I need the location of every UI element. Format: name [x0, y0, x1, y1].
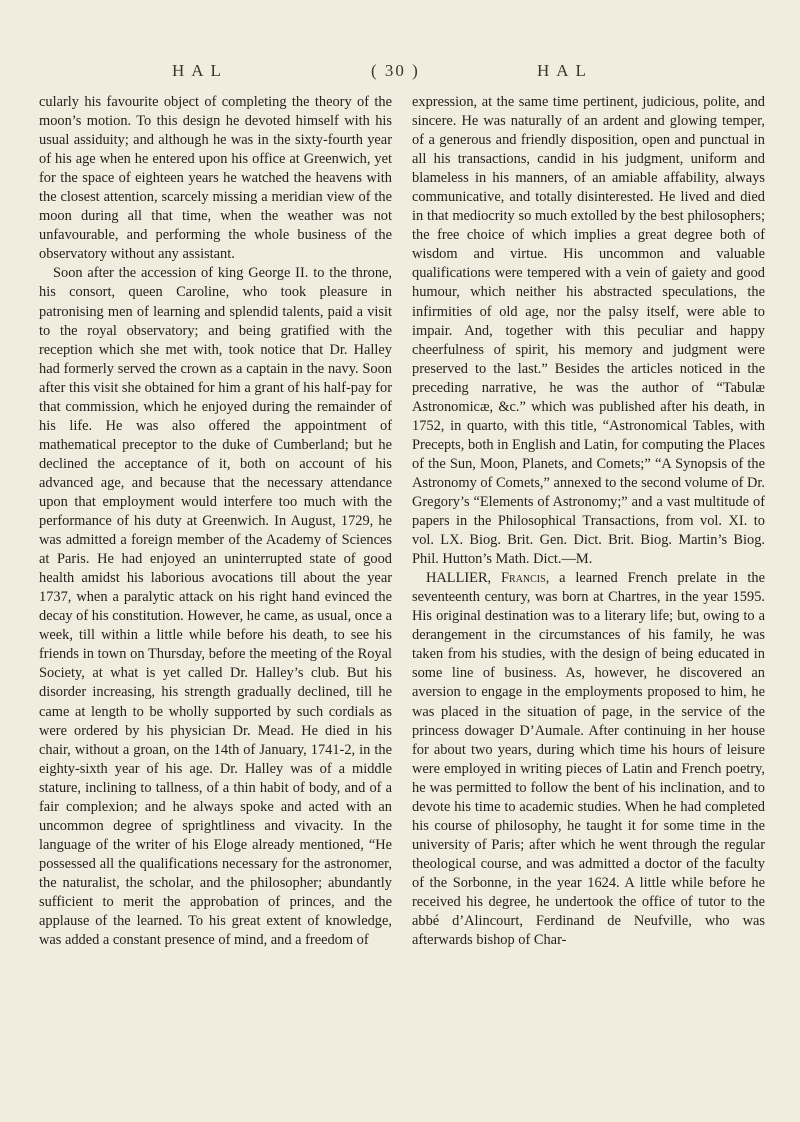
- page-number: ( 30 ): [371, 61, 420, 80]
- running-head: [0, 61, 800, 85]
- entry-text: a learned French prelate in the seventeenth century, was born at Chartres, in the year 1595. His original destination was to a literary life; but, owing to a derangement in the circumstances of his family, he was taken from his studies, with the design of being educated in some line of business. As, however, he discovered an aversion to engage in the employments proposed to him, he was placed in the situation of page, in the service of the princess dowager D’Aumale. After continuing in her house for about two years, during which time his hours of leisure were employed in writing pieces of Latin and French poetry, he was permitted to follow the bent of his inclination, and to devote his time to academic studies. When he had completed his course of philosophy, he taught it for some time in the university of Paris; after which he went through the regular theological course, and was admitted a doctor of the faculty of the Sorbonne, in the year 1624. A little while before he received his degree, he undertook the office of tutor to the abbé d’Alincourt, Ferdinand de Neufville, who was afterwards bishop of Char-: [412, 570, 765, 949]
- running-head-left: HAL: [172, 61, 228, 80]
- entry-forename: Francis,: [501, 570, 550, 587]
- left-column: [39, 93, 392, 950]
- right-column: [412, 93, 765, 950]
- running-head-right: HAL: [537, 61, 593, 80]
- body-paragraph: Soon after the accession of king George II. to the throne, his consort, queen Caroline, who took pleasure in patronising men of learning and splendid talents, paid a visit to the royal observatory; and being gratified with the reception which she met with, took notice that Dr. Halley had formerly served the crown as a captain in the navy. Soon after this visit she obtained for him a grant of his half-pay for that commission, which he enjoyed during the remainder of his life. He was also offered the appointment of mathematical preceptor to the duke of Cumberland; but he declined the acceptance of it, both on account of his advanced age, and because that the necessary attendance upon that employment would interfere too much with the performance of his duty at Greenwich. In August, 1729, he was admitted a foreign member of the Academy of Sciences at Paris. He had enjoyed an uninterrupted state of good health amidst his laborious avocations till about the year 1737, when a paralytic attack on his right hand evinced the decay of his constitution. However, he came, as usual, once a week, till within a little while before his death, to see his friends in town on Thursday, before the meeting of the Royal Society, at what is yet called Dr. Halley’s club. But his disorder increasing, his strength gradually declined, till he came at length to be wholly supported by such cordials as were ordered by his physician Dr. Mead. He died in his chair, without a groan, on the 14th of January, 1741-2, in the eighty-sixth year of his age. Dr. Halley was of a middle stature, inclining to tallness, of a thin habit of body, and of a fair complexion; and he always spoke and acted with an uncommon degree of sprightliness and vivacity. In the language of the writer of his Eloge already mentioned, “He possessed all the qualifications necessary for the astronomer, the naturalist, the scholar, and the philosopher; abundantly sufficient to merit the approbation of princes, and the applause of the learned. To his great extent of knowledge, was added a constant presence of mind, and a freedom of: [39, 265, 392, 949]
- entry-paragraph: [412, 569, 765, 950]
- continuation-paragraph: expression, at the same time pertinent, judicious, polite, and sincere. He was naturally of an ardent and glowing temper, of a generous and friendly disposition, open and punctual in all his transactions, candid in his judgment, uniform and blameless in his manners, of an amiable affability, always communicative, and totally disinterested. He lived and died in that mediocrity so much extolled by the best philosophers; the free choice of which implies a great degree both of wisdom and virtue. His uncommon and valuable qualifications were tempered with a vein of gaiety and good humour, which neither his abstracted speculations, the infirmities of old age, nor the palsy itself, were able to impair. And, together with this peculiar and happy cheerfulness of spirit, his memory and judgment were preserved to the last.” Besides the articles noticed in the preceding narrative, he was the author of “Tabulæ Astronomicæ, &c.” which was published after his death, in 1752, in quarto, with this title, “Astronomical Tables, with Precepts, both in English and Latin, for computing the Places of the Sun, Moon, Planets, and Comets;” “A Synopsis of the Astronomy of Comets,” annexed to the second volume of Dr. Gregory’s “Elements of Astronomy;” and a vast multitude of papers in the Philosophical Transactions, from vol. XI. to vol. LX. Biog. Brit. Gen. Dict. Brit. Biog. Martin’s Biog. Phil. Hutton’s Math. Dict.—M.: [412, 94, 765, 568]
- entry-headword: HALLIER,: [426, 570, 492, 587]
- continuation-paragraph: cularly his favourite object of completing the theory of the moon’s motion. To this design he devoted himself with his usual assiduity; and although he was in the sixty-fourth year of his age when he entered upon his office at Greenwich, yet for the space of eighteen years he watched the heavens with the closest attention, scarcely missing a meridian view of the moon during all that time, when the weather was not unfavourable, and performing the whole business of the observatory without any assistant.: [39, 94, 392, 263]
